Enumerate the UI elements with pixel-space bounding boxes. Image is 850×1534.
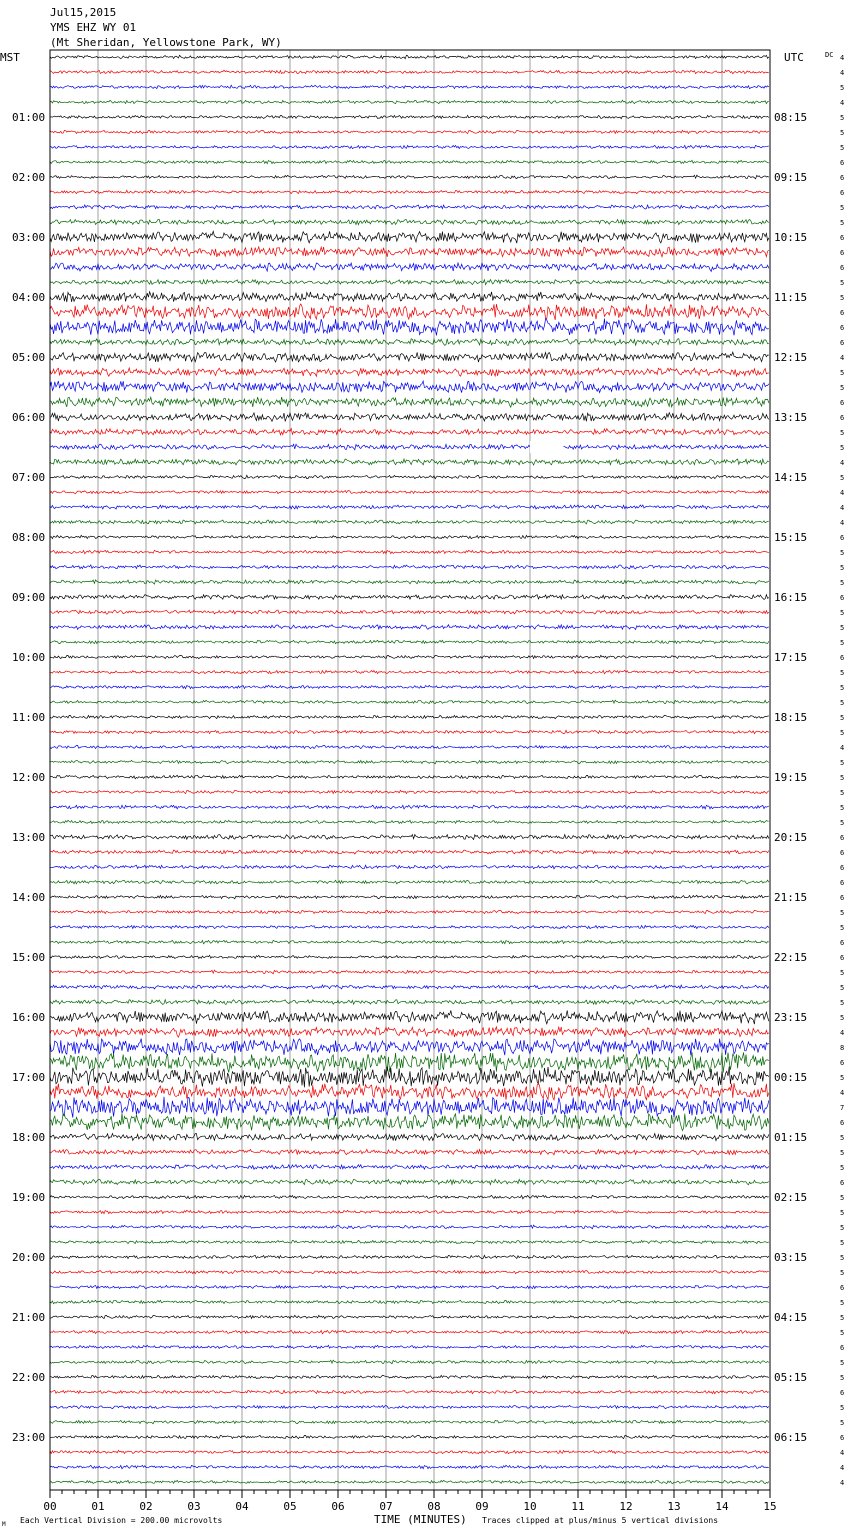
x-tick-label: 09 bbox=[475, 1500, 489, 1513]
trace-row bbox=[50, 955, 769, 958]
trace-row bbox=[50, 1465, 769, 1469]
dc-offset-label: 6 bbox=[840, 339, 845, 347]
dc-offset-label: 4 bbox=[840, 519, 845, 527]
dc-offset-label: 5 bbox=[840, 114, 845, 122]
header-station: YMS EHZ WY 01 bbox=[50, 21, 137, 34]
dc-offset-label: 6 bbox=[840, 264, 845, 272]
left-hour-label: 16:00 bbox=[12, 1011, 46, 1024]
dc-offset-label: 5 bbox=[840, 129, 845, 137]
dc-offset-label: 5 bbox=[840, 1074, 845, 1082]
dc-offset-label: 6 bbox=[840, 1119, 845, 1127]
dc-offset-label: 6 bbox=[840, 234, 845, 242]
trace-row bbox=[50, 1480, 769, 1483]
dc-offset-label: 4 bbox=[840, 54, 845, 62]
dc-offset-label: 4 bbox=[840, 69, 845, 77]
trace-row bbox=[50, 231, 769, 243]
dc-offset-label: 5 bbox=[840, 369, 845, 377]
trace-row bbox=[50, 1000, 769, 1005]
dc-offset-label: 7 bbox=[840, 1104, 845, 1112]
trace-row bbox=[50, 1240, 769, 1243]
left-hour-label: 02:00 bbox=[12, 171, 46, 184]
left-hour-label: 14:00 bbox=[12, 891, 46, 904]
trace-row bbox=[50, 263, 769, 272]
trace-row bbox=[50, 670, 769, 673]
trace-row bbox=[50, 1375, 769, 1378]
trace-row bbox=[50, 940, 769, 944]
dc-offset-label: 5 bbox=[840, 1299, 845, 1307]
trace-row bbox=[50, 1210, 769, 1213]
right-hour-label: 05:15 bbox=[774, 1371, 808, 1384]
x-tick-label: 14 bbox=[715, 1500, 729, 1513]
left-hour-label: 18:00 bbox=[12, 1131, 46, 1144]
trace-row bbox=[50, 130, 769, 133]
dc-offset-label: 5 bbox=[840, 669, 845, 677]
dc-offset-label: 6 bbox=[840, 1284, 845, 1292]
trace-row bbox=[50, 1285, 769, 1288]
dc-offset-label: 5 bbox=[840, 609, 845, 617]
trace-row bbox=[50, 625, 769, 630]
trace-row bbox=[50, 280, 769, 285]
left-hour-label: 09:00 bbox=[12, 591, 46, 604]
dc-offset-label: 6 bbox=[840, 654, 845, 662]
trace-row bbox=[50, 1134, 769, 1141]
trace-row bbox=[50, 895, 769, 899]
x-tick-label: 12 bbox=[619, 1500, 633, 1513]
dc-offset-label: 5 bbox=[840, 714, 845, 722]
trace-row bbox=[50, 655, 769, 658]
dc-offset-label: 6 bbox=[840, 534, 845, 542]
dc-label: DC bbox=[825, 51, 834, 59]
left-hour-label: 01:00 bbox=[12, 111, 46, 124]
dc-offset-label: 6 bbox=[840, 1344, 845, 1352]
dc-offset-label: 6 bbox=[840, 189, 845, 197]
dc-offset-label: 5 bbox=[840, 924, 845, 932]
left-hour-label: 15:00 bbox=[12, 951, 46, 964]
right-hour-label: 15:15 bbox=[774, 531, 808, 544]
trace-row bbox=[50, 1315, 769, 1318]
trace-row bbox=[50, 910, 769, 913]
right-hour-label: 04:15 bbox=[774, 1311, 808, 1324]
right-hour-label: 08:15 bbox=[774, 111, 808, 124]
trace-row bbox=[50, 1067, 769, 1088]
right-hour-label: 23:15 bbox=[774, 1011, 808, 1024]
x-tick-label: 10 bbox=[523, 1500, 537, 1513]
trace-row bbox=[50, 790, 769, 793]
dc-offset-label: 6 bbox=[840, 309, 845, 317]
dc-offset-label: 5 bbox=[840, 1314, 845, 1322]
trace-row bbox=[50, 610, 769, 614]
dc-offset-label: 5 bbox=[840, 1329, 845, 1337]
left-hour-label: 13:00 bbox=[12, 831, 46, 844]
trace-row bbox=[50, 1435, 769, 1438]
dc-offset-label: 5 bbox=[840, 219, 845, 227]
right-hour-label: 18:15 bbox=[774, 711, 808, 724]
right-hour-labels bbox=[774, 111, 807, 1444]
trace-row bbox=[50, 1390, 769, 1393]
trace-row bbox=[50, 550, 769, 554]
trace-row bbox=[50, 190, 769, 193]
data-gaps bbox=[530, 441, 564, 453]
dc-offset-label: 6 bbox=[840, 414, 845, 422]
left-hour-label: 05:00 bbox=[12, 351, 46, 364]
trace-row bbox=[50, 1149, 769, 1154]
right-hour-label: 20:15 bbox=[774, 831, 808, 844]
x-tick-label: 03 bbox=[187, 1500, 201, 1513]
trace-row bbox=[50, 1039, 769, 1056]
dc-offset-label: 5 bbox=[840, 639, 845, 647]
trace-row bbox=[50, 205, 769, 209]
left-hour-label: 22:00 bbox=[12, 1371, 46, 1384]
trace-row bbox=[50, 580, 769, 584]
trace-row bbox=[50, 459, 769, 465]
dc-offset-label: 5 bbox=[840, 474, 845, 482]
dc-offset-label: 5 bbox=[840, 1374, 845, 1382]
dc-offset-label: 5 bbox=[840, 789, 845, 797]
trace-row bbox=[50, 715, 769, 718]
dc-offset-label: 5 bbox=[840, 819, 845, 827]
dc-offset-label: 4 bbox=[840, 1089, 845, 1097]
dc-offset-label: 5 bbox=[840, 549, 845, 557]
dc-offset-label: 5 bbox=[840, 279, 845, 287]
trace-row bbox=[50, 1271, 769, 1274]
trace-row bbox=[50, 775, 769, 778]
dc-offset-label: 5 bbox=[840, 1239, 845, 1247]
trace-row bbox=[50, 292, 769, 302]
dc-offset-label: 5 bbox=[840, 909, 845, 917]
data-gap bbox=[530, 441, 564, 453]
trace-row bbox=[50, 1420, 769, 1424]
dc-offset-label: 5 bbox=[840, 729, 845, 737]
left-hour-label: 23:00 bbox=[12, 1431, 46, 1444]
dc-offset-label: 5 bbox=[840, 579, 845, 587]
dc-offset-label: 5 bbox=[840, 384, 845, 392]
trace-row bbox=[50, 490, 769, 493]
trace-row bbox=[50, 304, 769, 320]
x-tick-label: 07 bbox=[379, 1500, 393, 1513]
dc-offset-label: 5 bbox=[840, 684, 845, 692]
trace-row bbox=[50, 685, 769, 688]
left-hour-label: 12:00 bbox=[12, 771, 46, 784]
dc-offset-label: 4 bbox=[840, 504, 845, 512]
right-hour-label: 16:15 bbox=[774, 591, 808, 604]
trace-row bbox=[50, 760, 769, 763]
right-hour-label: 11:15 bbox=[774, 291, 808, 304]
trace-row bbox=[50, 1300, 769, 1303]
trace-row bbox=[50, 1360, 769, 1364]
trace-row bbox=[50, 1255, 769, 1258]
trace-row bbox=[50, 880, 769, 884]
dc-offset-label: 5 bbox=[840, 1254, 845, 1262]
dc-offset-label: 5 bbox=[840, 759, 845, 767]
trace-row bbox=[50, 1345, 769, 1348]
clip-note: Traces clipped at plus/minus 5 vertical divisions bbox=[482, 1516, 719, 1525]
dc-offset-label: 4 bbox=[840, 459, 845, 467]
left-hour-label: 04:00 bbox=[12, 291, 46, 304]
right-hour-label: 12:15 bbox=[774, 351, 808, 364]
trace-row bbox=[50, 1114, 769, 1131]
right-hour-label: 09:15 bbox=[774, 171, 808, 184]
dc-offset-labels bbox=[840, 54, 844, 1487]
dc-offset-label: 5 bbox=[840, 204, 845, 212]
dc-offset-label: 5 bbox=[840, 624, 845, 632]
left-hour-label: 07:00 bbox=[12, 471, 46, 484]
trace-row bbox=[50, 925, 769, 928]
trace-row bbox=[50, 505, 769, 509]
left-hour-label: 10:00 bbox=[12, 651, 46, 664]
x-tick-label: 13 bbox=[667, 1500, 681, 1513]
dc-offset-label: 6 bbox=[840, 324, 845, 332]
footer-mark: M bbox=[2, 1521, 6, 1528]
dc-offset-label: 6 bbox=[840, 849, 845, 857]
left-hour-labels bbox=[12, 111, 45, 1444]
trace-row bbox=[50, 535, 769, 538]
trace-row bbox=[50, 247, 769, 257]
trace-row bbox=[50, 319, 769, 336]
trace-row bbox=[50, 520, 769, 524]
dc-offset-label: 4 bbox=[840, 1479, 845, 1487]
seismic-traces bbox=[50, 55, 769, 1483]
trace-row bbox=[50, 145, 769, 148]
right-hour-label: 00:15 bbox=[774, 1071, 808, 1084]
trace-row bbox=[50, 805, 769, 809]
dc-offset-label: 5 bbox=[840, 429, 845, 437]
trace-row bbox=[50, 1179, 769, 1185]
left-hour-label: 19:00 bbox=[12, 1191, 46, 1204]
dc-offset-label: 6 bbox=[840, 249, 845, 257]
trace-row bbox=[50, 565, 769, 569]
dc-offset-label: 8 bbox=[840, 1044, 845, 1052]
trace-row bbox=[50, 175, 769, 179]
x-tick-label: 05 bbox=[283, 1500, 297, 1513]
right-hour-label: 19:15 bbox=[774, 771, 808, 784]
right-hour-label: 22:15 bbox=[774, 951, 808, 964]
trace-row bbox=[50, 55, 769, 58]
x-axis-ticks bbox=[43, 1490, 776, 1513]
right-hour-label: 21:15 bbox=[774, 891, 808, 904]
trace-row bbox=[50, 429, 769, 436]
dc-offset-label: 6 bbox=[840, 159, 845, 167]
left-timezone-label: MST bbox=[0, 51, 20, 64]
right-hour-label: 02:15 bbox=[774, 1191, 808, 1204]
x-tick-label: 06 bbox=[331, 1500, 345, 1513]
right-hour-label: 13:15 bbox=[774, 411, 808, 424]
dc-offset-label: 4 bbox=[840, 99, 845, 107]
dc-offset-label: 6 bbox=[840, 1389, 845, 1397]
dc-offset-label: 6 bbox=[840, 1434, 845, 1442]
dc-offset-label: 6 bbox=[840, 939, 845, 947]
trace-row bbox=[50, 70, 769, 74]
trace-row bbox=[50, 850, 769, 854]
trace-row bbox=[50, 1165, 769, 1170]
dc-offset-label: 6 bbox=[840, 594, 845, 602]
trace-row bbox=[50, 985, 769, 989]
trace-row bbox=[50, 865, 769, 869]
dc-offset-label: 6 bbox=[840, 879, 845, 887]
right-hour-label: 14:15 bbox=[774, 471, 808, 484]
dc-offset-label: 5 bbox=[840, 294, 845, 302]
trace-row bbox=[50, 745, 769, 748]
trace-row bbox=[50, 397, 769, 407]
x-tick-label: 15 bbox=[763, 1500, 777, 1513]
dc-offset-label: 4 bbox=[840, 1449, 845, 1457]
dc-offset-label: 5 bbox=[840, 999, 845, 1007]
left-hour-label: 11:00 bbox=[12, 711, 46, 724]
trace-row bbox=[50, 1405, 769, 1408]
dc-offset-label: 5 bbox=[840, 1194, 845, 1202]
dc-offset-label: 4 bbox=[840, 744, 845, 752]
right-hour-label: 10:15 bbox=[774, 231, 808, 244]
trace-row bbox=[50, 640, 769, 643]
plot-frame bbox=[50, 50, 770, 1490]
trace-row bbox=[50, 1450, 769, 1453]
dc-offset-label: 6 bbox=[840, 174, 845, 182]
right-hour-label: 03:15 bbox=[774, 1251, 808, 1264]
dc-offset-label: 5 bbox=[840, 1359, 845, 1367]
trace-row bbox=[50, 413, 769, 422]
trace-row bbox=[50, 352, 769, 362]
right-timezone-label: UTC bbox=[784, 51, 804, 64]
trace-row bbox=[50, 1083, 769, 1100]
right-hour-label: 06:15 bbox=[774, 1431, 808, 1444]
left-hour-label: 20:00 bbox=[12, 1251, 46, 1264]
left-hour-label: 08:00 bbox=[12, 531, 46, 544]
trace-row bbox=[50, 475, 769, 478]
dc-offset-label: 5 bbox=[840, 1134, 845, 1142]
dc-offset-label: 5 bbox=[840, 984, 845, 992]
dc-offset-label: 4 bbox=[840, 489, 845, 497]
dc-offset-label: 6 bbox=[840, 894, 845, 902]
dc-offset-label: 5 bbox=[840, 1209, 845, 1217]
dc-offset-label: 5 bbox=[840, 804, 845, 812]
trace-row bbox=[50, 1330, 769, 1334]
dc-offset-label: 5 bbox=[840, 444, 845, 452]
dc-offset-label: 6 bbox=[840, 954, 845, 962]
dc-offset-label: 5 bbox=[840, 774, 845, 782]
x-axis-title: TIME (MINUTES) bbox=[374, 1513, 467, 1526]
trace-row bbox=[50, 368, 769, 377]
trace-row bbox=[50, 339, 769, 346]
x-tick-label: 01 bbox=[91, 1500, 105, 1513]
x-tick-label: 04 bbox=[235, 1500, 249, 1513]
dc-offset-label: 4 bbox=[840, 1464, 845, 1472]
left-hour-label: 06:00 bbox=[12, 411, 46, 424]
trace-row bbox=[50, 100, 769, 103]
left-hour-label: 03:00 bbox=[12, 231, 46, 244]
right-hour-label: 17:15 bbox=[774, 651, 808, 664]
dc-offset-label: 4 bbox=[840, 354, 845, 362]
dc-offset-label: 5 bbox=[840, 564, 845, 572]
trace-row bbox=[50, 1027, 769, 1037]
dc-offset-label: 5 bbox=[840, 969, 845, 977]
dc-offset-label: 6 bbox=[840, 1179, 845, 1187]
dc-offset-label: 6 bbox=[840, 864, 845, 872]
grid-lines bbox=[98, 50, 722, 1490]
trace-row bbox=[50, 1010, 769, 1024]
trace-row bbox=[50, 700, 769, 704]
dc-offset-label: 5 bbox=[840, 1224, 845, 1232]
dc-offset-label: 5 bbox=[840, 1419, 845, 1427]
trace-row bbox=[50, 835, 769, 840]
trace-row bbox=[50, 970, 769, 974]
scale-note: Each Vertical Division = 200.00 microvolts bbox=[20, 1516, 223, 1525]
trace-row bbox=[50, 730, 769, 733]
x-tick-label: 08 bbox=[427, 1500, 441, 1513]
dc-offset-label: 6 bbox=[840, 1059, 845, 1067]
left-hour-label: 21:00 bbox=[12, 1311, 46, 1324]
trace-row bbox=[50, 85, 769, 89]
dc-offset-label: 5 bbox=[840, 1269, 845, 1277]
trace-row bbox=[50, 115, 769, 118]
trace-row bbox=[50, 1097, 769, 1118]
dc-offset-label: 5 bbox=[840, 1014, 845, 1022]
x-tick-label: 02 bbox=[139, 1500, 153, 1513]
trace-row bbox=[50, 595, 769, 600]
trace-row bbox=[50, 381, 769, 393]
trace-row bbox=[50, 820, 769, 823]
dc-offset-label: 6 bbox=[840, 834, 845, 842]
dc-offset-label: 5 bbox=[840, 84, 845, 92]
left-hour-label: 17:00 bbox=[12, 1071, 46, 1084]
trace-row bbox=[50, 1195, 769, 1198]
dc-offset-label: 5 bbox=[840, 699, 845, 707]
x-tick-label: 00 bbox=[43, 1500, 57, 1513]
x-tick-label: 11 bbox=[571, 1500, 585, 1513]
trace-row bbox=[50, 1225, 769, 1229]
header-date: Jul15,2015 bbox=[50, 6, 117, 19]
dc-offset-label: 5 bbox=[840, 1149, 845, 1157]
dc-offset-label: 6 bbox=[840, 399, 845, 407]
trace-row bbox=[50, 219, 769, 224]
dc-offset-label: 5 bbox=[840, 144, 845, 152]
header-location: (Mt Sheridan, Yellowstone Park, WY) bbox=[50, 36, 282, 49]
dc-offset-label: 4 bbox=[840, 1029, 845, 1037]
dc-offset-label: 5 bbox=[840, 1404, 845, 1412]
dc-offset-label: 5 bbox=[840, 1164, 845, 1172]
trace-row bbox=[50, 160, 769, 163]
right-hour-label: 01:15 bbox=[774, 1131, 808, 1144]
trace-row bbox=[50, 444, 769, 450]
